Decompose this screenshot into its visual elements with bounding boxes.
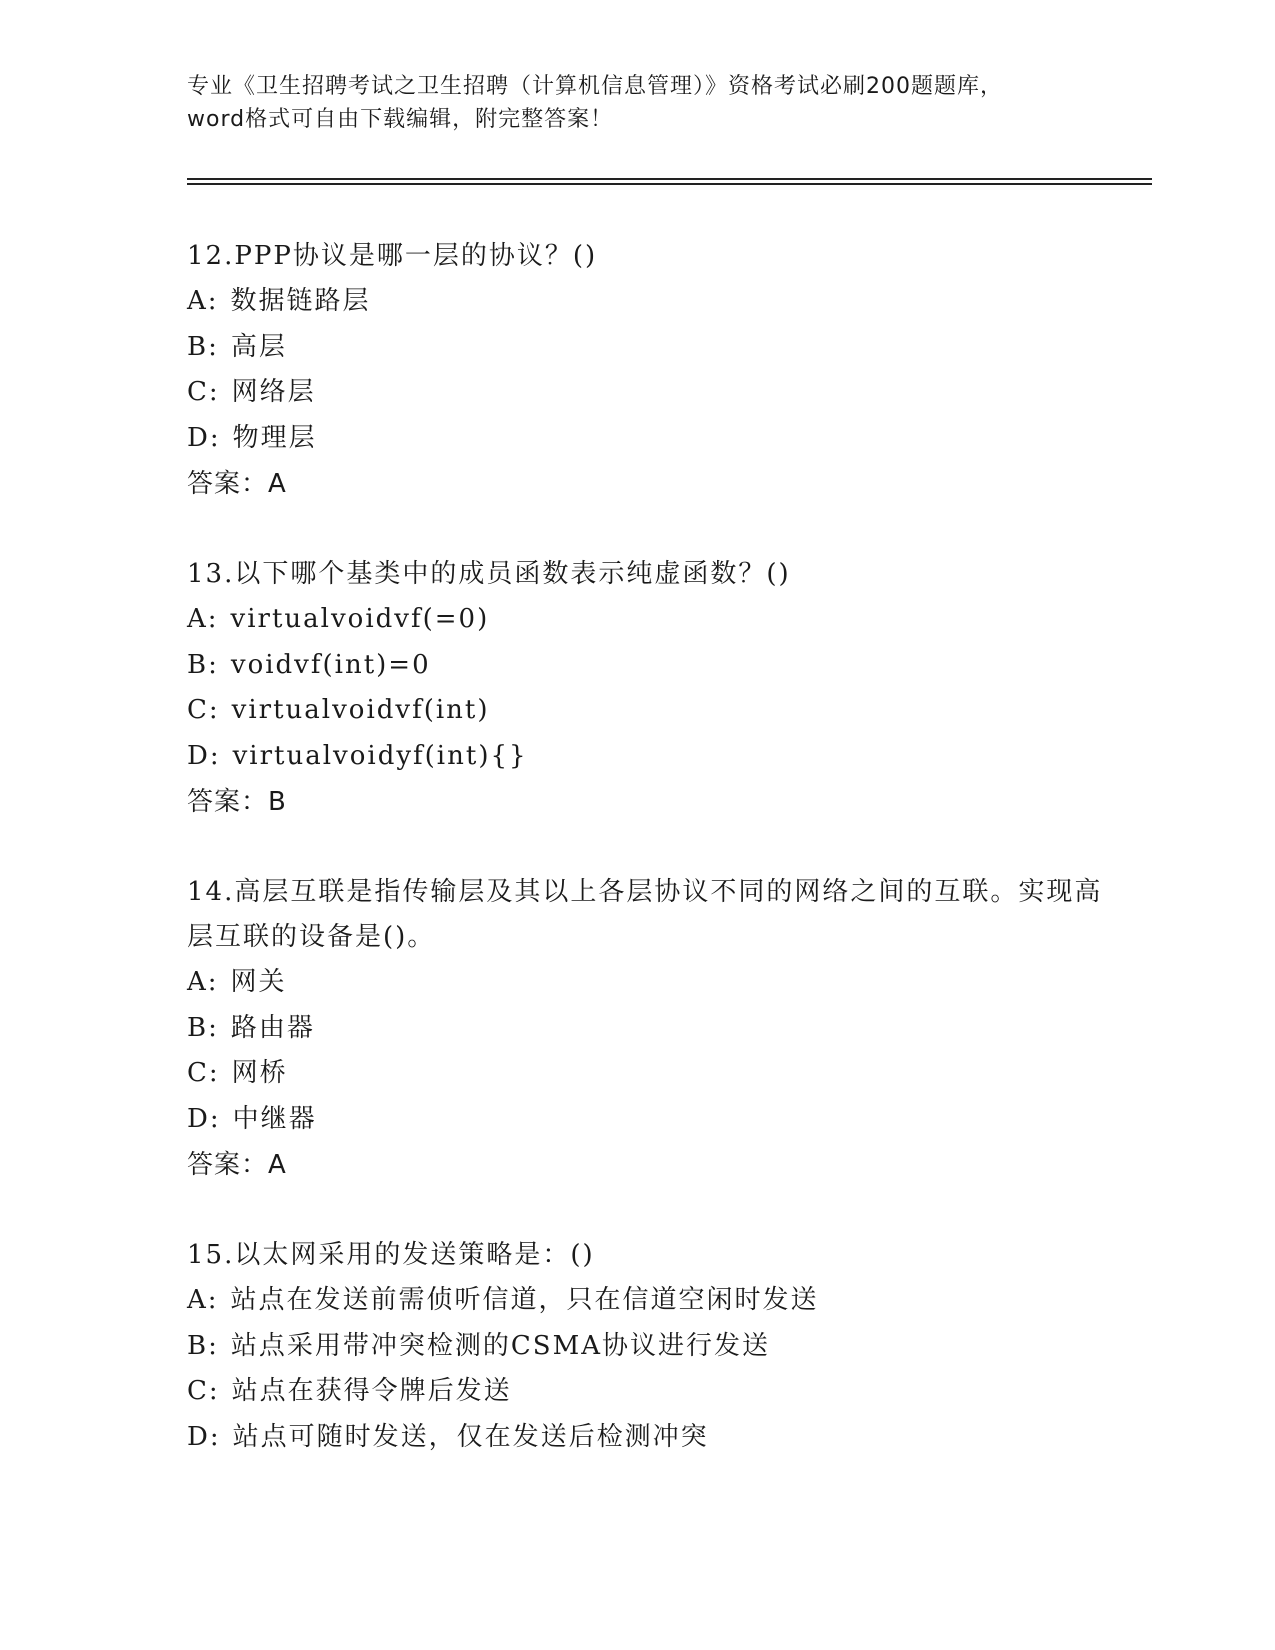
option-a [187,279,1127,325]
header-divider-bottom [187,183,1152,185]
option-text: virtualvoidyf(int){} [232,740,528,771]
option-d [187,1097,1127,1143]
option-text: 网关 [230,967,287,997]
option-text: 站点在发送前需侦听信道，只在信道空闲时发送 [230,1285,819,1315]
option-text: 网络层 [231,377,316,407]
header-divider-top [187,178,1152,180]
option-text: 站点采用带冲突检测的CSMA协议进行发送 [230,1330,770,1361]
option-key: B: [187,649,219,680]
document-header [187,70,1087,136]
option-key: D: [187,740,221,771]
option-c [187,1051,1127,1097]
option-c [187,370,1127,416]
option-key: B: [187,331,219,362]
option-c [187,1369,1127,1415]
answer-label: 答案：B [187,787,287,817]
question-stem: 12.PPP协议是哪一层的协议？() [187,241,598,271]
option-key: D: [187,422,221,453]
option-text: 数据链路层 [230,286,371,316]
question-stem: 15.以太网采用的发送策略是：() [187,1240,595,1270]
header-line-1: 专业《卫生招聘考试之卫生招聘（计算机信息管理）》资格考试必刷200题题库， [187,74,1003,99]
question-stem: 13.以下哪个基类中的成员函数表示纯虚函数？() [187,559,791,589]
option-text: virtualvoidvf(=0) [230,604,490,634]
option-key: B: [187,1330,219,1361]
option-b [187,1324,1127,1370]
option-a [187,597,1127,643]
option-text: virtualvoidvf(int) [231,695,490,725]
option-text: 网桥 [231,1058,288,1088]
option-text: 站点可随时发送，仅在发送后检测冲突 [232,1421,709,1452]
option-key: C: [187,695,220,725]
option-key: D: [187,1421,221,1452]
option-key: A: [187,604,219,634]
answer-label: 答案：A [187,1150,287,1180]
option-key: B: [187,1012,219,1043]
question-15 [187,1233,1127,1460]
option-b [187,643,1127,689]
option-key: C: [187,1376,220,1406]
header-line-2: word格式可自由下载编辑，附完整答案！ [187,107,614,132]
option-text: 高层 [230,331,287,362]
option-text: 路由器 [230,1012,315,1043]
option-c [187,688,1127,734]
option-a [187,960,1127,1006]
question-stem: 14.高层互联是指传输层及其以上各层协议不同的网络之间的互联。实现高层互联的设备是()。 [187,877,1103,952]
option-key: D: [187,1103,221,1134]
option-d [187,1415,1127,1461]
option-key: C: [187,377,220,407]
option-text: 站点在获得令牌后发送 [231,1376,512,1406]
option-text: 中继器 [232,1103,317,1134]
question-14 [187,870,1127,1188]
option-d [187,734,1127,780]
option-key: A: [187,286,219,316]
answer-label: 答案：A [187,469,287,499]
question-13 [187,552,1127,825]
option-a [187,1278,1127,1324]
question-12 [187,234,1127,507]
question-list [187,234,1127,1505]
option-key: A: [187,1285,219,1315]
option-text: 物理层 [232,422,317,453]
option-d [187,416,1127,462]
option-b [187,1006,1127,1052]
option-key: A: [187,967,219,997]
option-b [187,325,1127,371]
option-key: C: [187,1058,220,1088]
option-text: voidvf(int)=0 [230,649,431,680]
